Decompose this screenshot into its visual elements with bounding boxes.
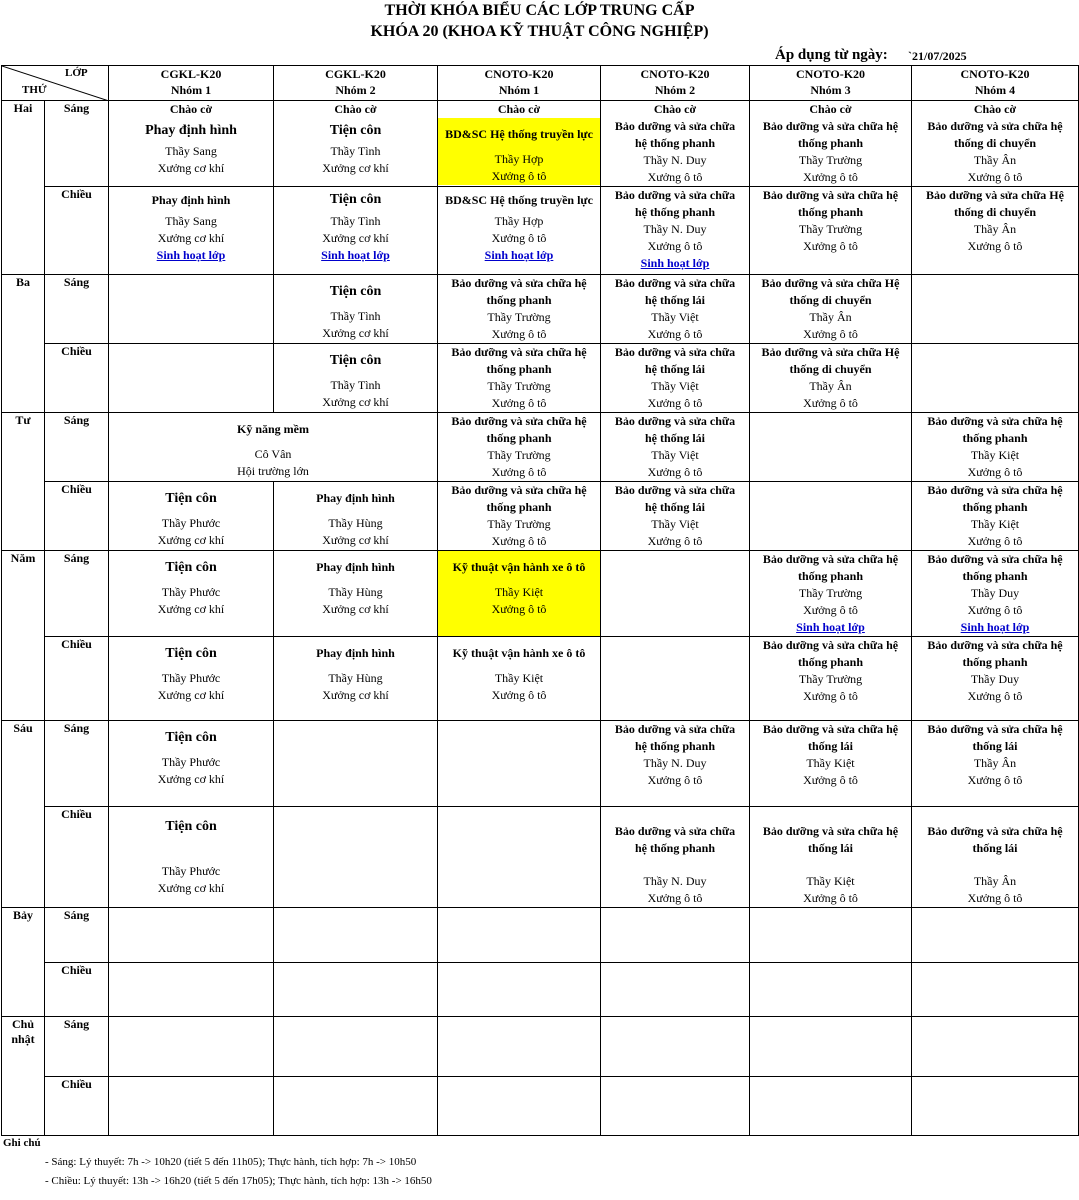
schedule-cell [750, 1017, 912, 1077]
schedule-cell [750, 1077, 912, 1136]
title-line-1: THỜI KHÓA BIỂU CÁC LỚP TRUNG CẤP [384, 2, 695, 19]
schedule-cell [438, 721, 601, 807]
note-afternoon: - Chiều: Lý thuyết: 13h -> 16h20 (tiết 5 đến 17h05); Thực hành, tích hợp: 13h -> 16h50 [45, 1175, 432, 1187]
column-header: CNOTO-K20 Nhóm 3 [750, 66, 912, 101]
schedule-cell [601, 551, 750, 637]
schedule-cell: Chào cờ Bảo dưỡng và sửa chữa hệ thống phanh Thầy Trường Xưởng ô tô [750, 101, 912, 187]
column-header: CNOTO-K20 Nhóm 4 [912, 66, 1079, 101]
schedule-cell [109, 908, 274, 963]
day-label: Năm [2, 551, 45, 721]
schedule-cell: Bảo dưỡng và sửa chữa hệ thống phanh Thầy Kiệt Xưởng ô tô [912, 413, 1079, 482]
day-label: Tư [2, 413, 45, 551]
schedule-cell: Phay định hình Thầy Hùng Xưởng cơ khí [274, 482, 438, 551]
schedule-cell [601, 1017, 750, 1077]
schedule-cell: Bảo dưỡng và sửa chữa Hệ thống di chuyển Thầy Ân Xưởng ô tô [750, 344, 912, 413]
session-label: Sáng [45, 413, 109, 482]
notes-label: Ghi chú [3, 1137, 41, 1149]
schedule-cell: Tiện côn Thầy Phước Xưởng cơ khí [109, 482, 274, 551]
schedule-cell: Tiện côn Thầy Phước Xưởng cơ khí [109, 807, 274, 908]
schedule-cell [750, 963, 912, 1017]
schedule-cell: Kỹ năng mềm Cô Vân Hội trường lớn [109, 413, 438, 482]
column-header: CGKL-K20 Nhóm 1 [109, 66, 274, 101]
schedule-cell: Bảo dưỡng và sửa chữa hệ thống lái Thầy Việt Xưởng ô tô [601, 482, 750, 551]
corner-day-label: THỨ [22, 84, 47, 96]
schedule-cell: Chào cờ Phay định hình Thầy Sang Xưởng cơ khí [109, 101, 274, 187]
schedule-cell [750, 482, 912, 551]
schedule-cell: Tiện côn Thầy Tình Xưởng cơ khí Sinh hoạt lớp [274, 187, 438, 275]
schedule-cell: Chào cờ Bảo dưỡng và sửa chữa hệ thống phanh Thầy N. Duy Xưởng ô tô [601, 101, 750, 187]
schedule-cell: Bảo dưỡng và sửa chữa hệ thống phanh Thầy Trường Xưởng ô tô [438, 413, 601, 482]
schedule-cell: Bảo dưỡng và sửa chữa hệ thống lái Thầy Ân Xưởng ô tô [912, 807, 1079, 908]
day-label: Ba [2, 275, 45, 413]
session-label: Chiều [45, 637, 109, 721]
schedule-cell: Chào cờ Bảo dưỡng và sửa chữa hệ thống di chuyển Thầy Ân Xưởng ô tô [912, 101, 1079, 187]
schedule-cell [601, 1077, 750, 1136]
session-label: Chiều [45, 963, 109, 1017]
session-label: Sáng [45, 721, 109, 807]
schedule-cell [438, 963, 601, 1017]
schedule-cell [274, 963, 438, 1017]
schedule-cell: Bảo dưỡng và sửa chữa hệ thống phanh Thầy N. Duy Xưởng ô tô [601, 807, 750, 908]
schedule-cell: Tiện côn Thầy Phước Xưởng cơ khí [109, 551, 274, 637]
schedule-cell: Bảo dưỡng và sửa chữa Hệ thống di chuyển Thầy Ân Xưởng ô tô [750, 275, 912, 344]
schedule-cell [438, 908, 601, 963]
session-label: Sáng [45, 908, 109, 963]
schedule-cell: Tiện côn Thầy Tình Xưởng cơ khí [274, 275, 438, 344]
schedule-cell [109, 275, 274, 344]
schedule-cell: BD&SC Hệ thống truyền lực Thầy Hợp Xưởng ô tô Sinh hoạt lớp [438, 187, 601, 275]
schedule-cell [750, 908, 912, 963]
schedule-cell: Bảo dưỡng và sửa chữa hệ thống lái Thầy Việt Xưởng ô tô [601, 413, 750, 482]
schedule-cell [274, 807, 438, 908]
schedule-cell [912, 908, 1079, 963]
schedule-cell: Bảo dưỡng và sửa chữa hệ thống phanh Thầy Kiệt Xưởng ô tô [912, 482, 1079, 551]
schedule-cell [274, 1017, 438, 1077]
schedule-cell: Phay định hình Thầy Hùng Xưởng cơ khí [274, 637, 438, 721]
schedule-cell: Bảo dưỡng và sửa chữa hệ thống lái Thầy Việt Xưởng ô tô [601, 344, 750, 413]
schedule-cell [912, 1077, 1079, 1136]
day-label: Hai [2, 101, 45, 275]
session-label: Sáng [45, 551, 109, 637]
schedule-cell: Bảo dưỡng và sửa chữa hệ thống phanh Thầy Duy Xưởng ô tô [912, 637, 1079, 721]
schedule-cell: Bảo dưỡng và sửa chữa hệ thống phanh Thầy N. Duy Xưởng ô tô [601, 721, 750, 807]
schedule-cell: Bảo dưỡng và sửa chữa hệ thống lái Thầy Việt Xưởng ô tô [601, 275, 750, 344]
notes-section [3, 1134, 432, 1191]
schedule-cell: Tiện côn Thầy Phước Xưởng cơ khí [109, 637, 274, 721]
schedule-cell [109, 1077, 274, 1136]
schedule-cell: Bảo dưỡng và sửa chữa hệ thống lái Thầy Ân Xưởng ô tô [912, 721, 1079, 807]
schedule-cell [912, 1017, 1079, 1077]
day-label: Bảy [2, 908, 45, 1017]
schedule-cell: Bảo dưỡng và sửa chữa hệ thống phanh Thầy Duy Xưởng ô tô Sinh hoạt lớp [912, 551, 1079, 637]
column-header: CNOTO-K20 Nhóm 1 [438, 66, 601, 101]
column-header: CNOTO-K20 Nhóm 2 [601, 66, 750, 101]
column-header: CGKL-K20 Nhóm 2 [274, 66, 438, 101]
note-morning: - Sáng: Lý thuyết: 7h -> 10h20 (tiết 5 đến 11h05); Thực hành, tích hợp: 7h -> 10h50 [45, 1156, 417, 1168]
schedule-cell: Bảo dưỡng và sửa chữa hệ thống phanh Thầy Trường Xưởng ô tô [438, 344, 601, 413]
schedule-cell: Bảo dưỡng và sửa chữa hệ thống phanh Thầy Trường Xưởng ô tô [438, 275, 601, 344]
schedule-cell [912, 344, 1079, 413]
schedule-cell: Bảo dưỡng và sửa chữa hệ thống phanh Thầy Trường Xưởng ô tô [438, 482, 601, 551]
schedule-cell [109, 344, 274, 413]
corner-class-label: LỚP [65, 67, 88, 79]
schedule-cell [912, 963, 1079, 1017]
schedule-cell: Chào cờ BD&SC Hệ thống truyền lực Thầy Hợp Xưởng ô tô [438, 101, 601, 187]
schedule-cell: Bảo dưỡng và sửa chữa hệ thống phanh Thầy Trường Xưởng ô tô [750, 187, 912, 275]
schedule-cell [438, 1017, 601, 1077]
schedule-cell [601, 908, 750, 963]
schedule-cell: Kỹ thuật vận hành xe ô tô Thầy Kiệt Xưởng ô tô [438, 637, 601, 721]
title-line-2: KHÓA 20 (KHOA KỸ THUẬT CÔNG NGHIỆP) [370, 23, 709, 40]
header-corner [2, 66, 109, 101]
day-label: Sáu [2, 721, 45, 908]
corner-diagonal [2, 66, 109, 101]
apply-date-label: Áp dụng từ ngày: [775, 47, 888, 63]
schedule-cell: Bảo dưỡng và sửa chữa hệ thống phanh Thầy Trường Xưởng ô tô Sinh hoạt lớp [750, 551, 912, 637]
schedule-cell [274, 721, 438, 807]
apply-date-value: `21/07/2025 [908, 49, 967, 63]
schedule-cell [912, 275, 1079, 344]
day-label: Chủ nhật [2, 1017, 45, 1136]
timetable [1, 65, 1079, 1136]
schedule-cell [274, 1077, 438, 1136]
session-label: Chiều [45, 1077, 109, 1136]
schedule-cell: Bảo dưỡng và sửa chữa hệ thống phanh Thầy Trường Xưởng ô tô [750, 637, 912, 721]
schedule-cell: Phay định hình Thầy Hùng Xưởng cơ khí [274, 551, 438, 637]
schedule-cell: Bảo dưỡng và sửa chữa Hệ thống di chuyển Thầy Ân Xưởng ô tô [912, 187, 1079, 275]
schedule-cell [601, 963, 750, 1017]
schedule-cell [750, 413, 912, 482]
schedule-cell: Chào cờ Tiện côn Thầy Tình Xưởng cơ khí [274, 101, 438, 187]
schedule-cell: Phay định hình Thầy Sang Xưởng cơ khí Sinh hoạt lớp [109, 187, 274, 275]
schedule-cell [438, 1077, 601, 1136]
schedule-cell: Bảo dưỡng và sửa chữa hệ thống lái Thầy Kiệt Xưởng ô tô [750, 807, 912, 908]
session-label: Sáng [45, 1017, 109, 1077]
session-label: Chiều [45, 187, 109, 275]
schedule-cell: Bảo dưỡng và sửa chữa hệ thống phanh Thầy N. Duy Xưởng ô tô Sinh hoạt lớp [601, 187, 750, 275]
session-label: Chiều [45, 807, 109, 908]
session-label: Sáng [45, 101, 109, 187]
session-label: Chiều [45, 344, 109, 413]
schedule-cell [109, 1017, 274, 1077]
highlighted-block: BD&SC Hệ thống truyền lực Thầy Hợp Xưởng ô tô [438, 118, 600, 185]
session-label: Chiều [45, 482, 109, 551]
schedule-cell: Kỹ thuật vận hành xe ô tô Thầy Kiệt Xưởng ô tô [438, 551, 601, 637]
schedule-cell [601, 637, 750, 721]
schedule-cell [274, 908, 438, 963]
session-label: Sáng [45, 275, 109, 344]
schedule-cell: Bảo dưỡng và sửa chữa hệ thống lái Thầy Kiệt Xưởng ô tô [750, 721, 912, 807]
schedule-cell [109, 963, 274, 1017]
schedule-cell: Tiện côn Thầy Phước Xưởng cơ khí [109, 721, 274, 807]
schedule-cell [438, 807, 601, 908]
schedule-cell: Tiện côn Thầy Tình Xưởng cơ khí [274, 344, 438, 413]
